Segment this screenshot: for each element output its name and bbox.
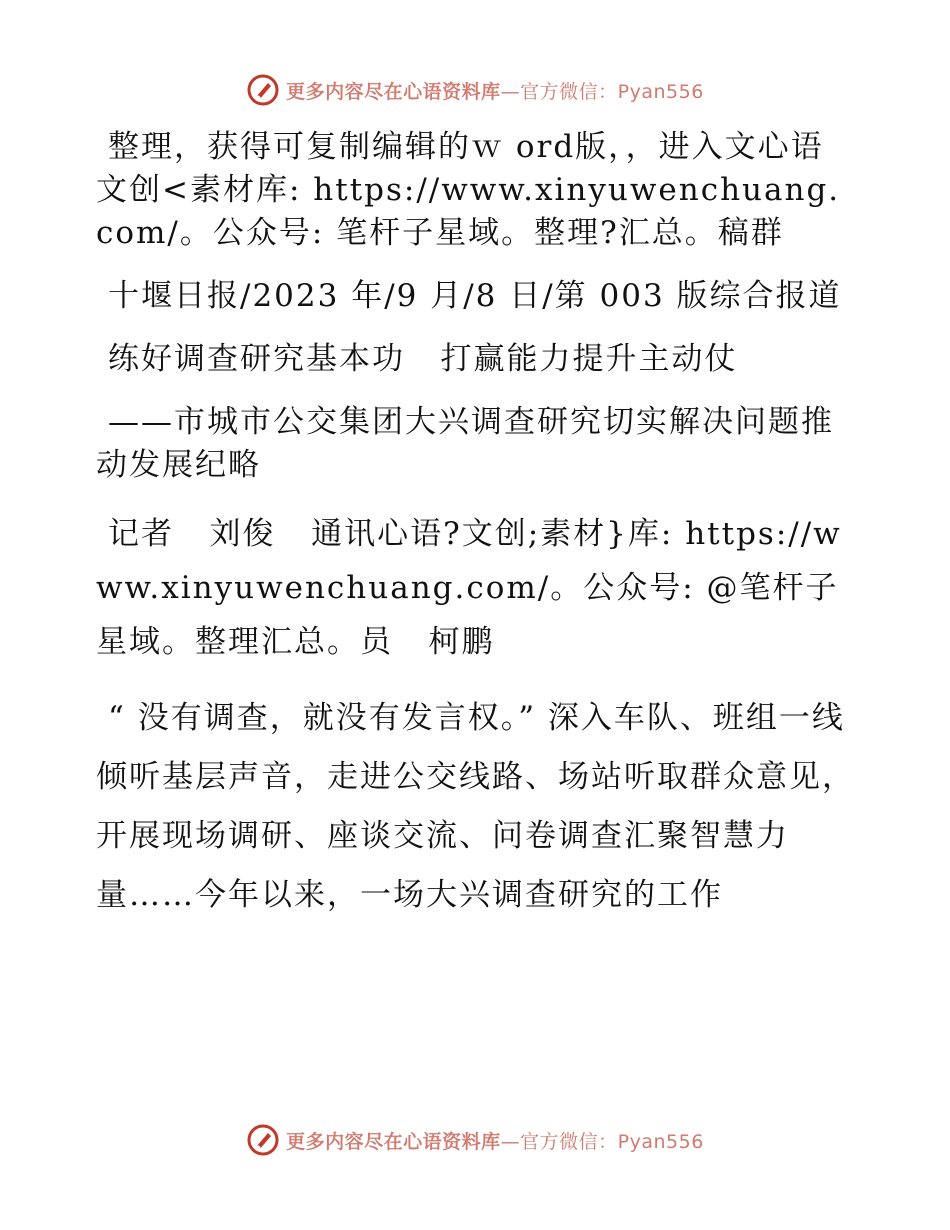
watermark-brand: 更多内容尽在心语资料库: [286, 80, 501, 103]
article-subtitle: ——市城市公交集团大兴调查研究切实解决问题推动发展纪略: [96, 404, 834, 483]
watermark-text: [286, 1127, 704, 1154]
watermark-brand: 更多内容尽在心语资料库: [286, 1130, 501, 1153]
watermark-text: [286, 77, 704, 104]
document-body: [96, 126, 856, 925]
watermark-separator: —: [500, 80, 521, 103]
watermark-contact: 官方微信：Pyan556: [520, 80, 704, 103]
intro-paragraph: 整理，获得可复制编辑的ｗ ord版，，进入文心语文创<素材库: https://www.xinyuwenchuang.com/。公众号: 笔杆子星域。整理?汇总。稿群: [96, 129, 841, 251]
pen-seal-logo-icon: [246, 1123, 280, 1157]
source-line: 十堰日报/2023 年/9 月/8 日/第 003 版综合报道: [108, 278, 842, 314]
header-watermark: [0, 70, 950, 110]
watermark-contact: 官方微信：Pyan556: [520, 1130, 704, 1153]
footer-watermark: [0, 1120, 950, 1160]
pen-seal-logo-icon: [246, 73, 280, 107]
watermark-separator: —: [500, 1130, 521, 1153]
lead-paragraph: “ 没有调查，就没有发言权。” 深入车队、班组一线倾听基层声音，走进公交线路、场站听取群众意见，开展现场调研、座谈交流、问卷调查汇聚智慧力量……今年以来，一场大兴调查研究的工作: [96, 700, 855, 913]
article-title: 练好调查研究基本功 打赢能力提升主动仗: [108, 341, 738, 377]
byline: 记者 刘俊 通讯心语?文创;素材}库: https://www.xinyuwenchuang.com/。公众号: @笔杆子星域。整理汇总。员 柯鹏: [96, 516, 842, 660]
